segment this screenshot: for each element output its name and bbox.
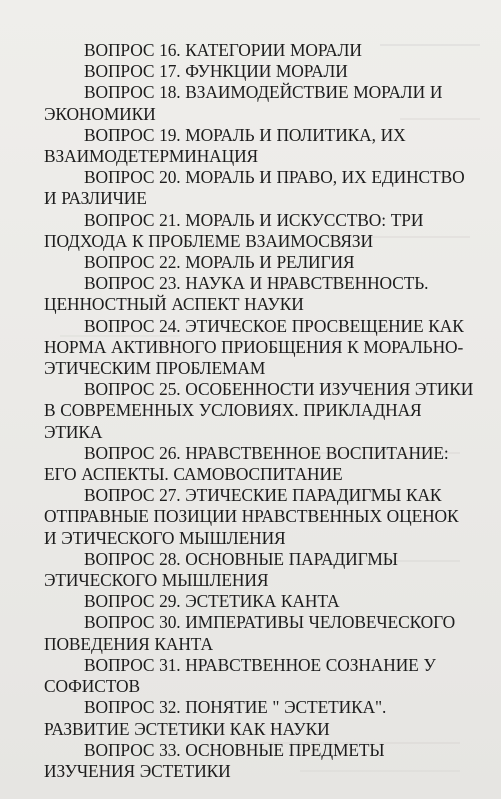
toc-entry-23: ВОПРОС 23. НАУКА И НРАВСТВЕННОСТЬ. ЦЕННОСТНЫЙ АСПЕКТ НАУКИ	[44, 273, 429, 315]
toc-entry-29: ВОПРОС 29. ЭСТЕТИКА КАНТА	[84, 591, 340, 612]
toc-entry-24: ВОПРОС 24. ЭТИЧЕСКОЕ ПРОСВЕЩЕНИЕ КАК НОРМА АКТИВНОГО ПРИОБЩЕНИЯ К МОРАЛЬНО-ЭТИЧЕСКИМ ПРОБЛЕМАМ	[44, 315, 464, 379]
toc-entry-32: ВОПРОС 32. ПОНЯТИЕ " ЭСТЕТИКА". РАЗВИТИЕ ЭСТЕТИКИ КАК НАУКИ	[44, 697, 387, 739]
toc-entry-28: ВОПРОС 28. ОСНОВНЫЕ ПАРАДИГМЫ ЭТИЧЕСКОГО МЫШЛЕНИЯ	[44, 548, 398, 591]
toc-entry-16: ВОПРОС 16. КАТЕГОРИИ МОРАЛИ	[84, 40, 362, 60]
toc-entry-22: ВОПРОС 22. МОРАЛЬ И РЕЛИГИЯ	[84, 252, 355, 273]
toc-entry-27: ВОПРОС 27. ЭТИЧЕСКИЕ ПАРАДИГМЫ КАК ОТПРАВНЫЕ ПОЗИЦИИ НРАВСТВЕННЫХ ОЦЕНОК И ЭТИЧЕСКОГО МЫШЛЕНИЯ	[44, 485, 459, 548]
toc-entry-33: ВОПРОС 33. ОСНОВНЫЕ ПРЕДМЕТЫ ИЗУЧЕНИЯ ЭСТЕТИКИ	[44, 739, 385, 781]
toc-entry-20: ВОПРОС 20. МОРАЛЬ И ПРАВО, ИХ ЕДИНСТВО И РАЗЛИЧИЕ	[44, 167, 465, 209]
toc-entry-19: ВОПРОС 19. МОРАЛЬ И ПОЛИТИКА, ИХ ВЗАИМОДЕТЕРМИНАЦИЯ	[44, 124, 406, 167]
toc-entry-18: ВОПРОС 18. ВЗАИМОДЕЙСТВИЕ МОРАЛИ И ЭКОНОМИКИ	[44, 82, 443, 124]
toc-entry-30: ВОПРОС 30. ИМПЕРАТИВЫ ЧЕЛОВЕЧЕСКОГО ПОВЕДЕНИЯ КАНТА	[44, 612, 456, 654]
toc-entry-26: ВОПРОС 26. НРАВСТВЕННОЕ ВОСПИТАНИЕ: ЕГО АСПЕКТЫ. САМОВОСПИТАНИЕ	[44, 442, 449, 485]
toc-entry-21: ВОПРОС 21. МОРАЛЬ И ИСКУССТВО: ТРИ ПОДХОДА К ПРОБЛЕМЕ ВЗАИМОСВЯЗИ	[44, 209, 424, 251]
toc-entry-17: ВОПРОС 17. ФУНКЦИИ МОРАЛИ	[84, 61, 348, 82]
toc-entry-31: ВОПРОС 31. НРАВСТВЕННОЕ СОЗНАНИЕ У СОФИСТОВ	[44, 654, 436, 697]
table-of-contents	[44, 40, 474, 782]
toc-entry-25: ВОПРОС 25. ОСОБЕННОСТИ ИЗУЧЕНИЯ ЭТИКИ В СОВРЕМЕННЫХ УСЛОВИЯХ. ПРИКЛАДНАЯ ЭТИКА	[44, 379, 474, 442]
